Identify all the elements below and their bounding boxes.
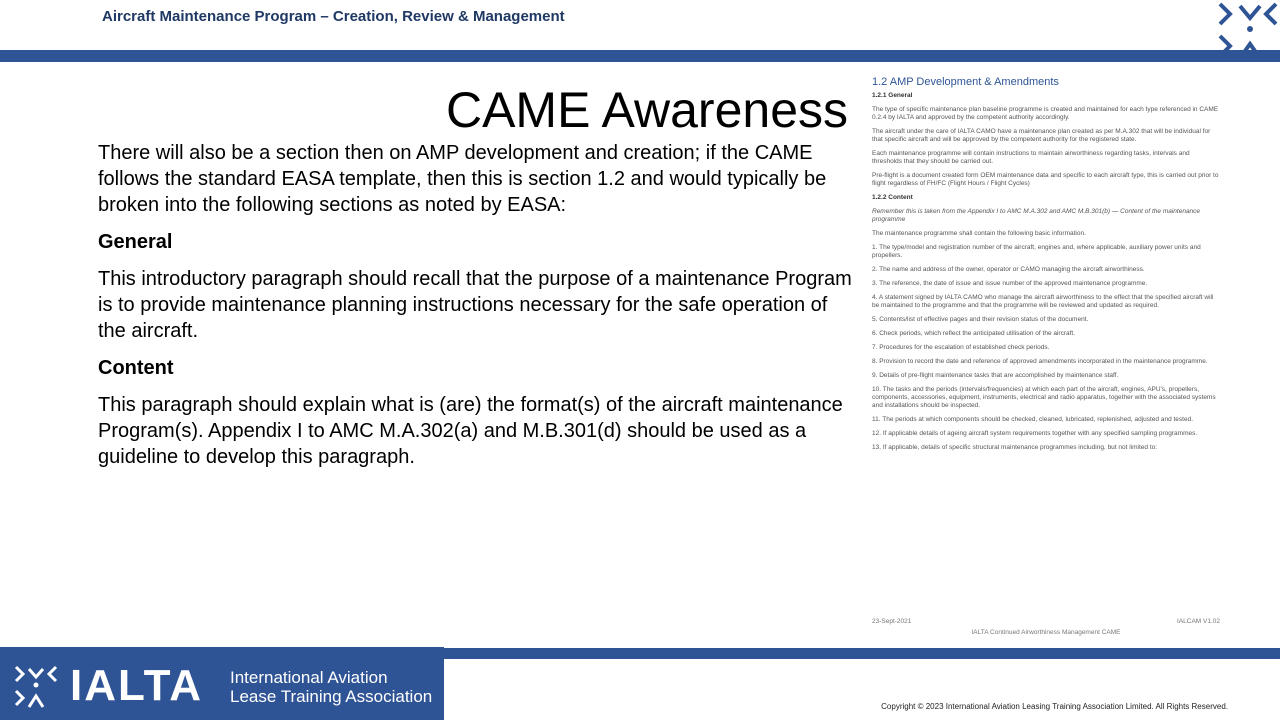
header-band [0,50,1280,62]
document-footer-title: IALTA Continued Airworthiness Management CAME [971,629,1121,636]
document-subheading: 1.2.1 General [872,92,913,99]
footer-band [444,648,1280,659]
document-excerpt [864,70,1226,642]
document-date: 23-Sept-2021 [872,618,912,625]
document-list-item: 4. A statement signed by IALTA CAMO who manage the aircraft airworthiness to the effect that the specified aircraft will be maintained to the programme and that the programme will be reviewed and updated as required. [872,294,1214,309]
document-paragraph: The aircraft under the care of IALTA CAMO have a maintenance plan created as per M.A.302 that will be individual for that specific aircraft and will be approved by the competent authority for the registered state. [872,128,1211,143]
document-subheading: 1.2.2 Content [872,194,913,201]
document-list-item: 13. If applicable, details of specific structural maintenance programmes including, but not limited to: [872,444,1158,451]
copyright-notice: Copyright © 2023 International Aviation Leasing Training Association Limited. All Rights Reserved. [881,702,1228,711]
document-list-item: 3. The reference, the date of issue and issue number of the approved maintenance programme. [872,280,1148,287]
document-paragraph: The maintenance programme shall contain the following basic information. [872,230,1086,237]
body-paragraph: This paragraph should explain what is (are) the format(s) of the aircraft maintenance Program(s). Appendix I to AMC M.A.302(a) and M.B.301(d) should be used as a guideline to develop this paragraph. [98,394,843,468]
document-paragraph: The type of specific maintenance plan baseline programme is created and maintained for each type referenced in CAME 0.2.4 by IALTA and approved by the competent authority accordingly. [872,106,1219,121]
section-heading-general: General [98,231,173,253]
association-line: International Aviation [230,668,388,687]
document-list-item: 8. Provision to record the date and reference of approved amendments incorporated in the maintenance programme. [872,358,1208,365]
document-list-item: 12. If applicable details of ageing aircraft system requirements together with any specified sampling programmes. [872,430,1198,437]
document-list-item: 10. The tasks and the periods (intervals/frequencies) at which each part of the aircraft, engines, APU's, propellers, components, accessories, equipment, instruments, electrical and radio apparatus, together with the associated systems and installations should be inspected. [872,386,1216,409]
body-paragraph: There will also be a section then on AMP development and creation; if the CAME follows the standard EASA template, then this is section 1.2 and would typically be broken into the following sections as noted by EASA: [98,142,827,216]
document-paragraph: Pre-flight is a document created form OEM maintenance data and specific to each aircraft type, this is carried out prior to flight regardless of FH/FC (Flight Hours / Flight Cycles) [872,172,1219,187]
document-version: IALCAM V1.02 [1177,618,1220,625]
document-paragraph: Each maintenance programme will contain instructions to maintain airworthiness regarding tasks, intervals and thresholds that they should be carried out. [872,150,1190,165]
section-heading-content: Content [98,357,174,379]
document-footer [872,618,1220,642]
footer-logo [0,647,444,720]
slide-title: CAME Awareness [445,82,848,138]
document-title: 1.2 AMP Development & Amendments [872,76,1059,88]
association-line: Lease Training Association [230,687,433,706]
document-list-item: 2. The name and address of the owner, operator or CAMO managing the aircraft airworthiness. [872,266,1145,273]
document-list-item: 11. The periods at which components should be checked, cleaned, lubricated, replenished, adjusted and tested. [872,416,1193,423]
document-note: Remember this is taken from the Appendix I to AMC M.A.302 and AMC M.B.301(b) — Content of the maintenance programme [872,208,1201,223]
document-list-item: 1. The type/model and registration number of the aircraft, engines and, where applicable, auxiliary power units and propellers. [872,244,1201,259]
presentation-header-title: Aircraft Maintenance Program – Creation, Review & Management [102,8,565,25]
brand-name: IALTA [70,661,203,710]
document-list-item: 6. Check periods, which reflect the anticipated utilisation of the aircraft. [872,330,1076,337]
document-list-item: 5. Contents/list of effective pages and their revision status of the document. [872,316,1089,323]
ialta-mark-icon [14,665,58,709]
association-name [230,668,432,706]
document-list-item: 9. Details of pre-flight maintenance tasks that are accomplished by maintenance staff. [872,372,1119,379]
slide-body [98,140,858,481]
document-list-item: 7. Procedures for the escalation of established check periods. [872,344,1050,351]
body-paragraph: This introductory paragraph should recall that the purpose of a maintenance Program is to provide maintenance planning instructions necessary for the safe operation of the aircraft. [98,268,852,342]
